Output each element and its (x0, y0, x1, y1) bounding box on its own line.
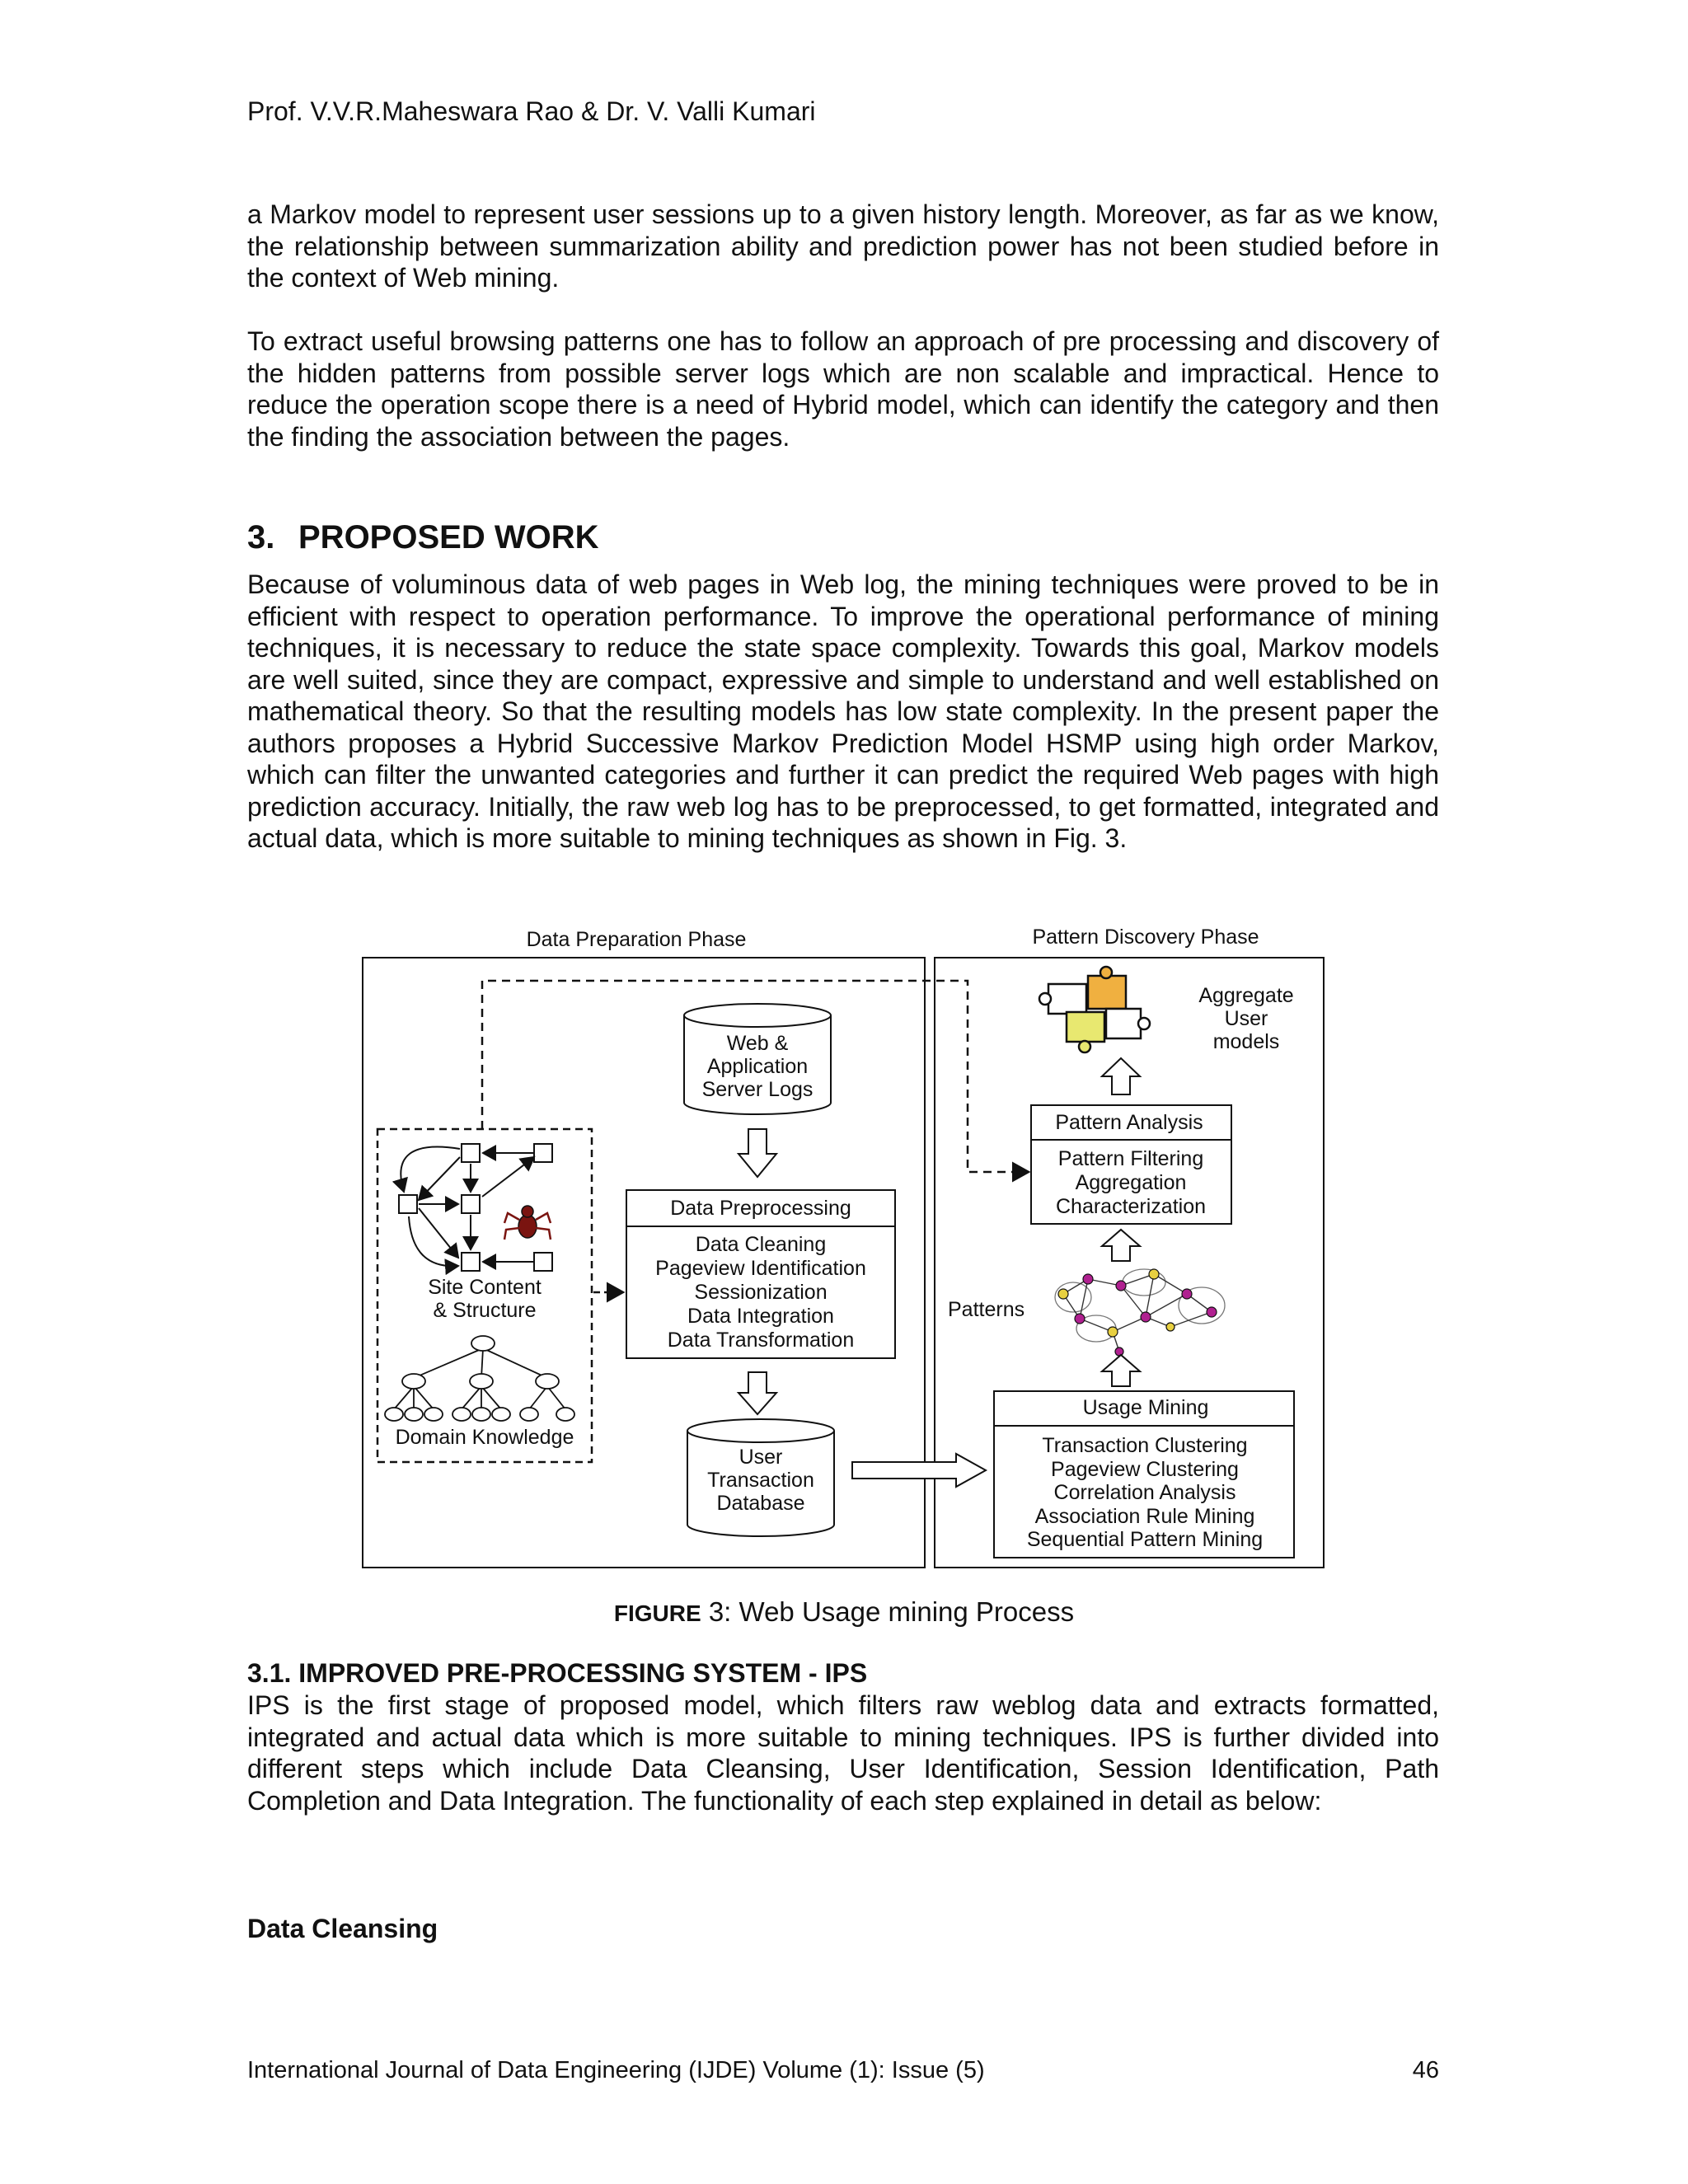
user-db-line-1: User (738, 1446, 783, 1469)
subsection-heading: 3.1. IMPROVED PRE-PROCESSING SYSTEM - IPS (247, 1658, 868, 1688)
section-number: 3. (247, 519, 275, 555)
caption-text: Web Usage mining Process (738, 1596, 1075, 1627)
pattern-analysis-title: Pattern Analysis (1055, 1111, 1203, 1134)
pattern-network-icon (1055, 1269, 1225, 1356)
usage-mining-item-3: Correlation Analysis (1053, 1481, 1236, 1504)
usage-mining-item-4: Association Rule Mining (1034, 1505, 1255, 1528)
paragraph-1: a Markov model to represent user sessions up to a given history length. Moreover, as far as we know, the relationship between summarization ability and prediction power has not been studied before in the context of Web mining. (247, 199, 1439, 293)
server-logs-line-1: Web & (726, 1032, 789, 1055)
usage-mining-item-5: Sequential Pattern Mining (1026, 1528, 1264, 1551)
preprocessing-item-5: Data Transformation (667, 1329, 855, 1352)
footer-journal: International Journal of Data Engineering (IJDE) Volume (1): Issue (5) (247, 2057, 985, 2083)
data-preprocessing-title: Data Preprocessing (670, 1197, 851, 1220)
paragraph-4: IPS is the first stage of proposed model, which filters raw weblog data and extracts formatted, integrated and actual data which is more suitable to mining techniques. IPS is further divided into different steps which include Data Cleansing, User Identification, Session Identification, Path Completion and Data Integration. The functionality of each step explained in detail as below: (247, 1690, 1439, 1816)
server-logs-line-2: Application (706, 1055, 809, 1078)
site-content-box (377, 1129, 592, 1462)
usage-mining-box (994, 1391, 1294, 1558)
paragraph-2: To extract useful browsing patterns one has to follow an approach of pre processing and discovery of the hidden patterns from possible server logs which are non scalable and impractical. Hence to reduce the operation scope there is a need of Hybrid model, which can identify the category and then the finding the association between the pages. (247, 326, 1439, 452)
preprocessing-item-3: Sessionization (694, 1281, 828, 1304)
running-header: Prof. V.V.R.Maheswara Rao & Dr. V. Valli Kumari (247, 96, 816, 126)
user-db-line-3: Database (716, 1492, 805, 1515)
spider-icon (504, 1206, 551, 1240)
arrow-right-db (852, 1454, 986, 1487)
aggregate-line-2: User (1224, 1007, 1268, 1030)
arrow-up-3 (1102, 1355, 1140, 1386)
caption-label: FIGURE (613, 1601, 701, 1626)
usage-mining-title: Usage Mining (1082, 1396, 1209, 1419)
preprocessing-item-1: Data Cleaning (695, 1233, 827, 1256)
paragraph-3: Because of voluminous data of web pages in Web log, the mining techniques were proved to be in efficient with respect to operation performance. To improve the operational performance of mining techniques, it is necessary to reduce the state space complexity. Towards this goal, Markov models are well suited, since they are compact, expressive and simple to understand and well established on mathematical theory. So that the resulting models has low state complexity. In the present paper the authors proposes a Hybrid Successive Markov Prediction Model HSMP using high order Markov, which can filter the unwanted categories and further it can predict the required Web pages with high prediction accuracy. Initially, the raw web log has to be preprocessed, to get formatted, integrated and actual data, which is more suitable to mining techniques as shown in Fig. 3. (247, 569, 1439, 853)
arrow-down-2 (738, 1372, 776, 1414)
domain-knowledge-label: Domain Knowledge (395, 1426, 574, 1449)
patterns-label: Patterns (948, 1298, 1025, 1321)
figure-caption (0, 1596, 1688, 1628)
site-content-line-2: & Structure (433, 1299, 537, 1322)
arrow-up-2 (1102, 1230, 1140, 1261)
caption-number: 3: (708, 1596, 732, 1627)
site-content-line-1: Site Content (428, 1276, 542, 1299)
aggregate-line-1: Aggregate (1198, 984, 1294, 1007)
pattern-analysis-item-1: Pattern Filtering (1057, 1147, 1204, 1170)
right-phase-title: Pattern Discovery Phase (1032, 926, 1259, 949)
pattern-analysis-item-2: Aggregation (1075, 1171, 1187, 1194)
arrow-up-1 (1102, 1058, 1140, 1094)
data-preprocessing-box (626, 1190, 895, 1358)
usage-mining-item-1: Transaction Clustering (1042, 1434, 1248, 1457)
pattern-analysis-item-3: Characterization (1055, 1195, 1207, 1218)
user-transaction-db-cylinder (687, 1419, 834, 1536)
subsubsection-heading: Data Cleansing (247, 1914, 438, 1943)
section-title: PROPOSED WORK (298, 519, 599, 555)
user-db-line-2: Transaction (707, 1469, 814, 1492)
pattern-analysis-box (1031, 1105, 1231, 1224)
left-phase-title: Data Preparation Phase (526, 928, 747, 951)
arrow-down-1 (738, 1129, 776, 1177)
puzzle-icon (1039, 967, 1150, 1052)
preprocessing-item-2: Pageview Identification (655, 1257, 866, 1280)
server-logs-cylinder (684, 1004, 831, 1114)
aggregate-line-3: models (1212, 1030, 1280, 1053)
preprocessing-item-4: Data Integration (687, 1305, 834, 1328)
page-number: 46 (1412, 2057, 1439, 2083)
usage-mining-item-2: Pageview Clustering (1051, 1458, 1239, 1481)
server-logs-line-3: Server Logs (701, 1078, 814, 1101)
